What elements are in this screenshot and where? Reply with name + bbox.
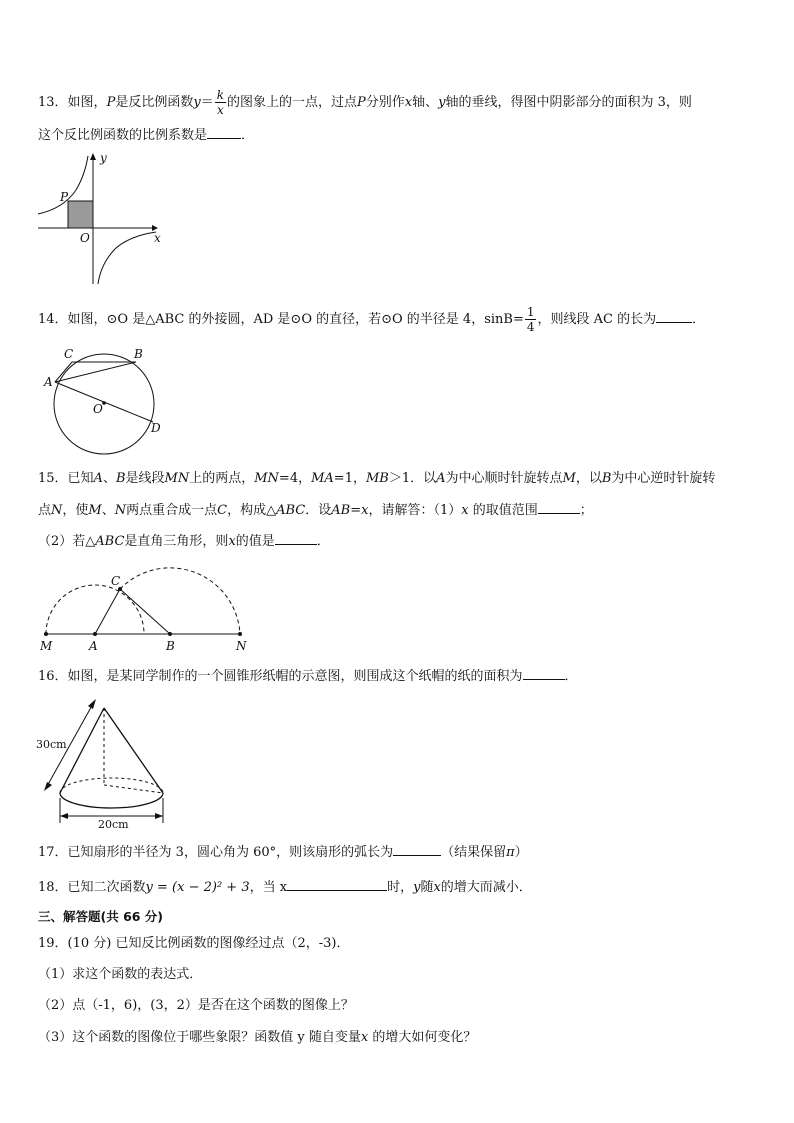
q18-var-x: x — [433, 880, 441, 895]
q18-line — [38, 876, 532, 898]
q19-line1: 19．(10 分) 已知反比例函数的图像经过点（2，-3)． — [38, 936, 350, 951]
q15-var: C — [217, 503, 228, 518]
q16-period: ． — [564, 669, 578, 684]
q19-text: （3）这个函数的图像位于哪些象限？函数值 y 随自变量 — [38, 1030, 361, 1045]
q19-line2: （1）求这个函数的表达式． — [38, 967, 203, 982]
q13-text: 这个反比例函数的比例系数是 — [38, 128, 208, 143]
hyperbola-branch-right — [98, 232, 156, 284]
q15-text: 、 — [102, 471, 116, 486]
q17-line — [38, 841, 528, 863]
q13-var-y: y — [438, 95, 446, 110]
q13-fraction — [215, 88, 226, 117]
q15-text: ，构成△ — [227, 503, 277, 518]
q15-var: ABC — [276, 503, 306, 518]
q18-text: 18．已知二次函数 — [38, 880, 146, 895]
q15-line1 — [38, 469, 715, 489]
cone-right-edge — [104, 708, 163, 793]
label-b: B — [134, 347, 143, 361]
q14-text: ，则线段 AC 的长为 — [537, 312, 657, 327]
q15-var: N — [114, 503, 127, 518]
q18-text: ，当 x — [249, 880, 288, 895]
q13-var-x: x — [404, 95, 413, 110]
point-b — [168, 632, 172, 636]
q15-line3 — [38, 530, 330, 552]
q17-pi: π — [506, 845, 515, 860]
diameter-arrow-right — [155, 813, 163, 819]
q17-text: 17．已知扇形的半径为 3，圆心角为 60°，则该扇形的弧长为 — [38, 845, 394, 860]
q15-text: ＞1．以 — [388, 471, 437, 486]
q19-line3: （2）点（-1，6)，(3，2）是否在这个函数的图像上？ — [38, 998, 354, 1013]
q15-var: x — [461, 503, 469, 518]
q13-line2 — [38, 124, 254, 146]
q15-var: M — [88, 503, 102, 518]
label-d: D — [151, 421, 161, 435]
label-p: P — [60, 190, 69, 204]
q13-equals: ＝ — [200, 95, 214, 110]
q15-var: MA — [311, 471, 334, 486]
q18-answer-blank[interactable] — [287, 876, 387, 891]
q15-text: 、 — [101, 503, 115, 518]
q13-text: 轴、 — [412, 95, 439, 110]
arc-dashed-left — [46, 585, 144, 634]
q19-var-x: x — [360, 1030, 369, 1045]
q14-fraction — [525, 305, 537, 334]
q15-var: M — [562, 471, 576, 486]
q19-text: 的增大如何变化？ — [368, 1030, 477, 1045]
label-c: C — [111, 574, 121, 588]
q18-text: 的增大而减小． — [440, 880, 532, 895]
slant-label: 30cm — [36, 738, 67, 751]
q14-numerator: 1 — [526, 305, 535, 319]
q15-var: A — [436, 471, 446, 486]
q15-text: ．设 — [305, 503, 332, 518]
q15-text: 上的两点， — [189, 471, 255, 486]
label-y: y — [100, 151, 107, 165]
label-b: B — [166, 639, 175, 653]
q13-number: 13． — [38, 95, 68, 110]
q15-figure — [36, 560, 256, 660]
q15-text: =4， — [278, 471, 312, 486]
segment-ab — [55, 362, 136, 382]
slant-arrow-bottom — [44, 782, 52, 791]
q15-var: MN — [254, 471, 279, 486]
segment-ac — [95, 589, 120, 634]
q15-text: 点 — [38, 503, 52, 518]
q14-period: ． — [692, 312, 706, 327]
q15-var: B — [601, 471, 612, 486]
label-c: C — [64, 347, 74, 361]
y-axis-arrow — [90, 153, 96, 160]
q14-figure — [40, 340, 170, 460]
q16-answer-blank[interactable] — [523, 665, 565, 680]
q15-text: ； — [579, 503, 593, 518]
q15-answer-blank-2[interactable] — [275, 530, 317, 545]
q13-figure — [36, 150, 166, 290]
diameter-arrow-left — [60, 813, 68, 819]
q14-denominator: 4 — [526, 320, 535, 334]
q18-text: 时， — [387, 880, 414, 895]
q15-text: = — [350, 503, 362, 518]
q13-period: ． — [241, 128, 255, 143]
q15-var: N — [51, 503, 63, 518]
q17-text: （结果保留 — [441, 845, 507, 860]
q17-text: ） — [514, 845, 528, 860]
q13-line1 — [38, 88, 692, 117]
q13-text: 如图， — [67, 95, 107, 110]
cone-radius-dashed — [104, 785, 163, 793]
q13-text: 分别作 — [365, 95, 405, 110]
point-n — [238, 632, 242, 636]
q13-numerator: k — [216, 88, 224, 102]
q18-text: 随 — [420, 880, 434, 895]
q15-text: =1， — [333, 471, 366, 486]
q16-line — [38, 665, 578, 687]
q15-text: 为中心顺时针旋转点 — [445, 471, 563, 486]
label-x: x — [154, 231, 161, 245]
q13-var-p: P — [106, 95, 116, 110]
q15-text: 的取值范围 — [468, 503, 538, 518]
q15-text: （2）若△ — [38, 534, 96, 549]
q14-answer-blank[interactable] — [656, 308, 692, 323]
q17-answer-blank[interactable] — [393, 841, 441, 856]
q15-text: ． — [316, 534, 330, 549]
q15-text: 的值是 — [235, 534, 275, 549]
q13-text: 是反比例函数 — [115, 95, 194, 110]
label-n: N — [236, 639, 247, 653]
point-a — [93, 632, 97, 636]
q14-text: 14．如图，⊙O 是△ABC 的外接圆，AD 是⊙O 的直径，若⊙O 的半径是 4，sinB= — [38, 312, 524, 327]
label-o: O — [93, 402, 103, 416]
q15-var: A — [93, 471, 103, 486]
slant-arrow-top — [88, 699, 96, 709]
segment-ca — [55, 362, 72, 382]
q15-var: MN — [164, 471, 190, 486]
diameter-label: 20cm — [98, 818, 129, 831]
q15-text: 两点重合成一点 — [126, 503, 218, 518]
base-front — [60, 793, 163, 808]
q15-text: 15．已知 — [38, 471, 94, 486]
arc-dashed-right — [120, 568, 240, 634]
q14-line — [38, 305, 705, 334]
q18-var-y: y — [413, 880, 421, 895]
q15-var: B — [115, 471, 126, 486]
q15-var: x — [361, 503, 369, 518]
q15-answer-blank-1[interactable] — [538, 499, 580, 514]
q16-figure — [36, 698, 176, 833]
q15-var: MB — [365, 471, 389, 486]
q15-text: ，以 — [575, 471, 602, 486]
q18-function: y = (x − 2)² + 3 — [145, 880, 250, 895]
q15-text: 为中心逆时针旋转 — [611, 471, 716, 486]
label-a: A — [89, 639, 98, 653]
label-o: O — [80, 231, 90, 245]
q15-text: 是直角三角形，则 — [124, 534, 229, 549]
q15-text: ，请解答：（1） — [368, 503, 462, 518]
segment-cb — [120, 589, 170, 634]
q19-line4 — [38, 1028, 476, 1048]
q13-var-y: y — [193, 95, 201, 110]
section-title: 三、解答题(共 66 分) — [38, 909, 164, 924]
q13-var-p: P — [357, 95, 366, 110]
shaded-rectangle — [68, 201, 93, 228]
q15-var: x — [228, 534, 236, 549]
q13-text: 轴的垂线，得图中阴影部分的面积为 3，则 — [445, 95, 692, 110]
q15-line2 — [38, 499, 593, 521]
point-m — [44, 632, 48, 636]
q15-var: ABC — [95, 534, 125, 549]
label-a: A — [44, 375, 53, 389]
q13-denominator: x — [216, 103, 224, 117]
q13-text: 的图象上的一点，过点 — [226, 95, 357, 110]
q16-text: 16．如图，是某同学制作的一个圆锥形纸帽的示意图，则围成这个纸帽的纸的面积为 — [38, 669, 523, 684]
q15-var: AB — [331, 503, 351, 518]
q15-text: 是线段 — [125, 471, 165, 486]
q15-text: ，使 — [62, 503, 89, 518]
label-m: M — [40, 639, 53, 653]
q13-answer-blank[interactable] — [207, 124, 241, 139]
